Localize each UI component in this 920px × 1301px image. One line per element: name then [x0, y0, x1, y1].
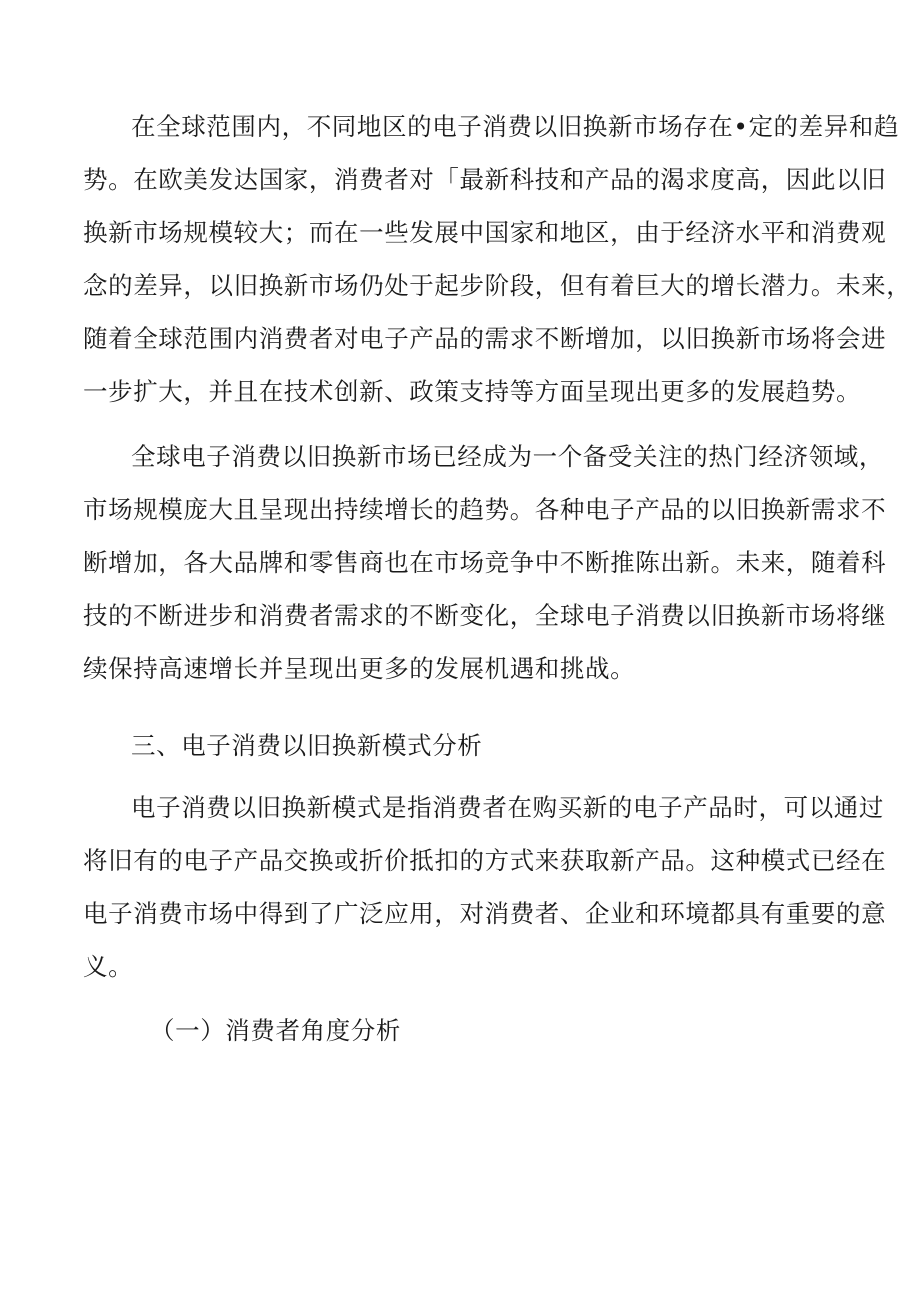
paragraph-1-line-6: 一步扩大，并且在技术创新、政策支持等方面呈现出更多的发展趋势。: [83, 377, 862, 406]
paragraph-3-line-1: 电子消费以旧换新模式是指消费者在购买新的电子产品时，可以通过: [131, 793, 884, 822]
paragraph-1-line-2: 势。在欧美发达国家，消费者对「最新科技和产品的渴求度高，因此以旧: [83, 165, 887, 194]
paragraph-2-line-1: 全球电子消费以旧换新市场已经成为一个备受关注的热门经济领域，: [131, 442, 884, 471]
paragraph-1-line-1: 在全球范围内，不同地区的电子消费以旧换新市场存在•定的差异和趋: [131, 112, 900, 141]
paragraph-2-line-3: 断增加，各大品牌和零售商也在市场竞争中不断推陈出新。未来，随着科: [83, 548, 887, 577]
paragraph-2-line-4: 技的不断进步和消费者需求的不断变化，全球电子消费以旧换新市场将继: [83, 601, 887, 630]
paragraph-1-line-4: 念的差异，以旧换新市场仍处于起步阶段，但有着巨大的增长潜力。未来，: [83, 271, 912, 300]
paragraph-3-line-3: 电子消费市场中得到了广泛应用，对消费者、企业和环境都具有重要的意: [83, 899, 887, 928]
subsection-heading: （一）消费者角度分析: [150, 1016, 401, 1045]
section-heading: 三、电子消费以旧换新模式分析: [131, 731, 483, 760]
paragraph-1-line-3: 换新市场规模较大；而在一些发展中国家和地区，由于经济水平和消费观: [83, 218, 887, 247]
paragraph-2-line-5: 续保持高速增长并呈现出更多的发展机遇和挑战。: [83, 654, 636, 683]
paragraph-2-line-2: 市场规模庞大且呈现出持续增长的趋势。各种电子产品的以旧换新需求不: [83, 495, 887, 524]
paragraph-3-line-4: 义。: [83, 952, 134, 981]
paragraph-1-line-5: 随着全球范围内消费者对电子产品的需求不断增加，以旧换新市场将会进: [83, 324, 887, 353]
paragraph-3-line-2: 将旧有的电子产品交换或折价抵扣的方式来获取新产品。这种模式已经在: [83, 846, 887, 875]
